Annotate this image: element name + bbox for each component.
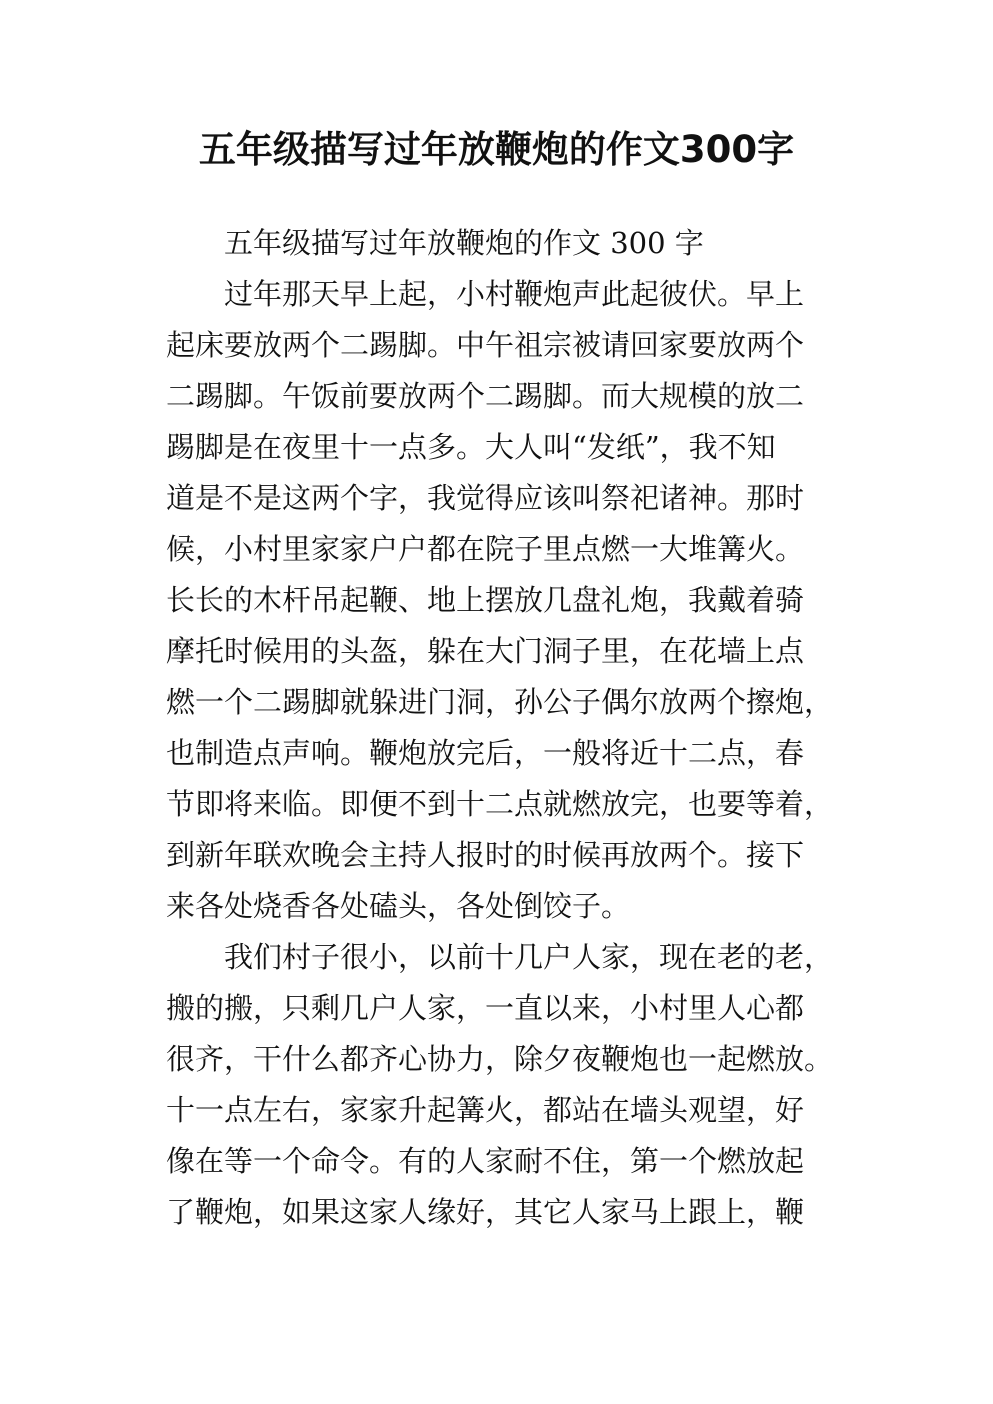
paragraph-1 <box>166 269 846 932</box>
paragraph-line: 也制造点声响。鞭炮放完后，一般将近十二点，春 <box>166 736 805 770</box>
paragraph-line: 过年那天早上起，小村鞭炮声此起彼伏。早上 <box>224 277 805 311</box>
paragraph-line: 起床要放两个二踢脚。中午祖宗被请回家要放两个 <box>166 328 805 362</box>
paragraph-line: 候，小村里家家户户都在院子里点燃一大堆篝火。 <box>166 532 805 566</box>
paragraph-line: 二踢脚。午饭前要放两个二踢脚。而大规模的放二 <box>166 379 805 413</box>
paragraph-line: 燃一个二踢脚就躲进门洞，孙公子偶尔放两个擦炮， <box>166 685 834 719</box>
paragraph-line: 了鞭炮，如果这家人缘好，其它人家马上跟上，鞭 <box>166 1195 805 1229</box>
paragraph-line: 长长的木杆吊起鞭、地上摆放几盘礼炮，我戴着骑 <box>166 583 805 617</box>
paragraph-line: 到新年联欢晚会主持人报时的时候再放两个。接下 <box>166 838 805 872</box>
subtitle-line: 五年级描写过年放鞭炮的作文 300 字 <box>224 226 704 260</box>
paragraph-line: 像在等一个命令。有的人家耐不住，第一个燃放起 <box>166 1144 805 1178</box>
document-title: 五年级描写过年放鞭炮的作文300字 <box>198 128 795 171</box>
paragraph-line: 节即将来临。即便不到十二点就燃放完，也要等着， <box>166 787 834 821</box>
paragraph-line: 搬的搬，只剩几户人家，一直以来，小村里人心都 <box>166 991 805 1025</box>
paragraph-line: 踢脚是在夜里十一点多。大人叫“发纸”，我不知 <box>166 430 776 464</box>
paragraph-line: 很齐，干什么都齐心协力，除夕夜鞭炮也一起燃放。 <box>166 1042 834 1076</box>
paragraph-line: 道是不是这两个字，我觉得应该叫祭祀诸神。那时 <box>166 481 805 515</box>
paragraph-line: 十一点左右，家家升起篝火，都站在墙头观望，好 <box>166 1093 805 1127</box>
paragraph-line: 我们村子很小，以前十几户人家，现在老的老， <box>224 940 834 974</box>
paragraph-line: 摩托时候用的头盔，躲在大门洞子里，在花墙上点 <box>166 634 805 668</box>
paragraph-line: 来各处烧香各处磕头，各处倒饺子。 <box>166 889 631 923</box>
document-body <box>166 218 846 1238</box>
paragraph-2 <box>166 932 846 1238</box>
